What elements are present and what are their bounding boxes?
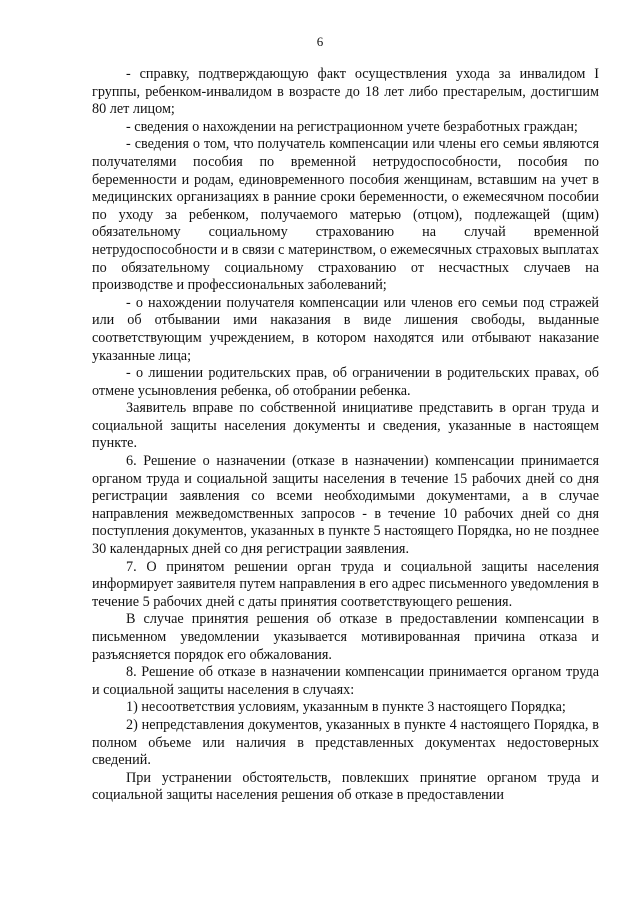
document-body xyxy=(92,66,599,805)
paragraph-item-6: 6. Решение о назначении (отказе в назначении) компенсации принимается органом труда и социальной защиты населения в течение 15 рабочих дней со дня регистрации заявления со всеми необходимыми документами, а в случае направления межведомственных запросов - в течение 10 рабочих дней со дня поступления документов, указанных в пункте 5 настоящего Порядка, но не позднее 30 календарных дней со дня регистрации заявления. xyxy=(92,453,599,558)
paragraph-item-8: 8. Решение об отказе в назначении компенсации принимается органом труда и социальной защиты населения в случаях: xyxy=(92,664,599,698)
paragraph-care-certificate: - справку, подтверждающую факт осуществления ухода за инвалидом I группы, ребенком-инвалидом в возрасте до 18 лет либо престарелым, достигшим 80 лет лицом; xyxy=(92,66,599,118)
page-number: 6 xyxy=(316,34,324,49)
paragraph-reason-2: 2) непредставления документов, указанных в пункте 4 настоящего Порядка, в полном объеме или наличия в представленных документах недостоверных сведений. xyxy=(92,716,599,769)
paragraph-parental-rights: - о лишении родительских прав, об ограничении в родительских правах, об отмене усыновления ребенка, об отобрании ребенка. xyxy=(92,365,599,399)
paragraph-own-initiative: Заявитель вправе по собственной инициативе представить в орган труда и социальной защиты населения документы и сведения, указанные в настоящем пункте. xyxy=(92,400,599,452)
paragraph-refusal-notice: В случае принятия решения об отказе в предоставлении компенсации в письменном уведомлении указывается мотивированная причина отказа и разъясняется порядок его обжалования. xyxy=(92,611,599,663)
paragraph-item-7: 7. О принятом решении орган труда и социальной защиты населения информирует заявителя путем направления в его адрес письменного уведомления в течение 5 рабочих дней с даты принятия соответствующего решения. xyxy=(92,558,599,610)
paragraph-custody-info: - о нахождении получателя компенсации или членов его семьи под стражей или об отбывании ими наказания в виде лишения свободы, выданные соответствующим учреждением, в котором находятся или отбывают наказание указанные лица; xyxy=(92,294,599,364)
paragraph-circumstances-removal: При устранении обстоятельств, повлекших принятие органом труда и социальной защиты населения решения об отказе в предоставлении xyxy=(92,769,599,804)
paragraph-benefit-recipients: - сведения о том, что получатель компенсации или члены его семьи являются получателями пособия по временной нетрудоспособности, пособия по беременности и родам, единовременного пособия женщинам, вставшим на учет в медицинских организациях в ранние сроки беременности, о ежемесячном пособии по уходу за ребенком, получаемого матерью (отцом), подлежащей (щим) обязательному социальному страхованию на случай временной нетрудоспособности и в связи с материнством, о ежемесячных страховых выплатах по обязательному социальному страхованию от несчастных случаев на производстве и профессиональных заболеваний; xyxy=(92,136,599,294)
paragraph-unemployment-registration: - сведения о нахождении на регистрационном учете безработных граждан; xyxy=(126,118,578,135)
paragraph-reason-1: 1) несоответствия условиям, указанным в пункте 3 настоящего Порядка; xyxy=(126,699,566,716)
